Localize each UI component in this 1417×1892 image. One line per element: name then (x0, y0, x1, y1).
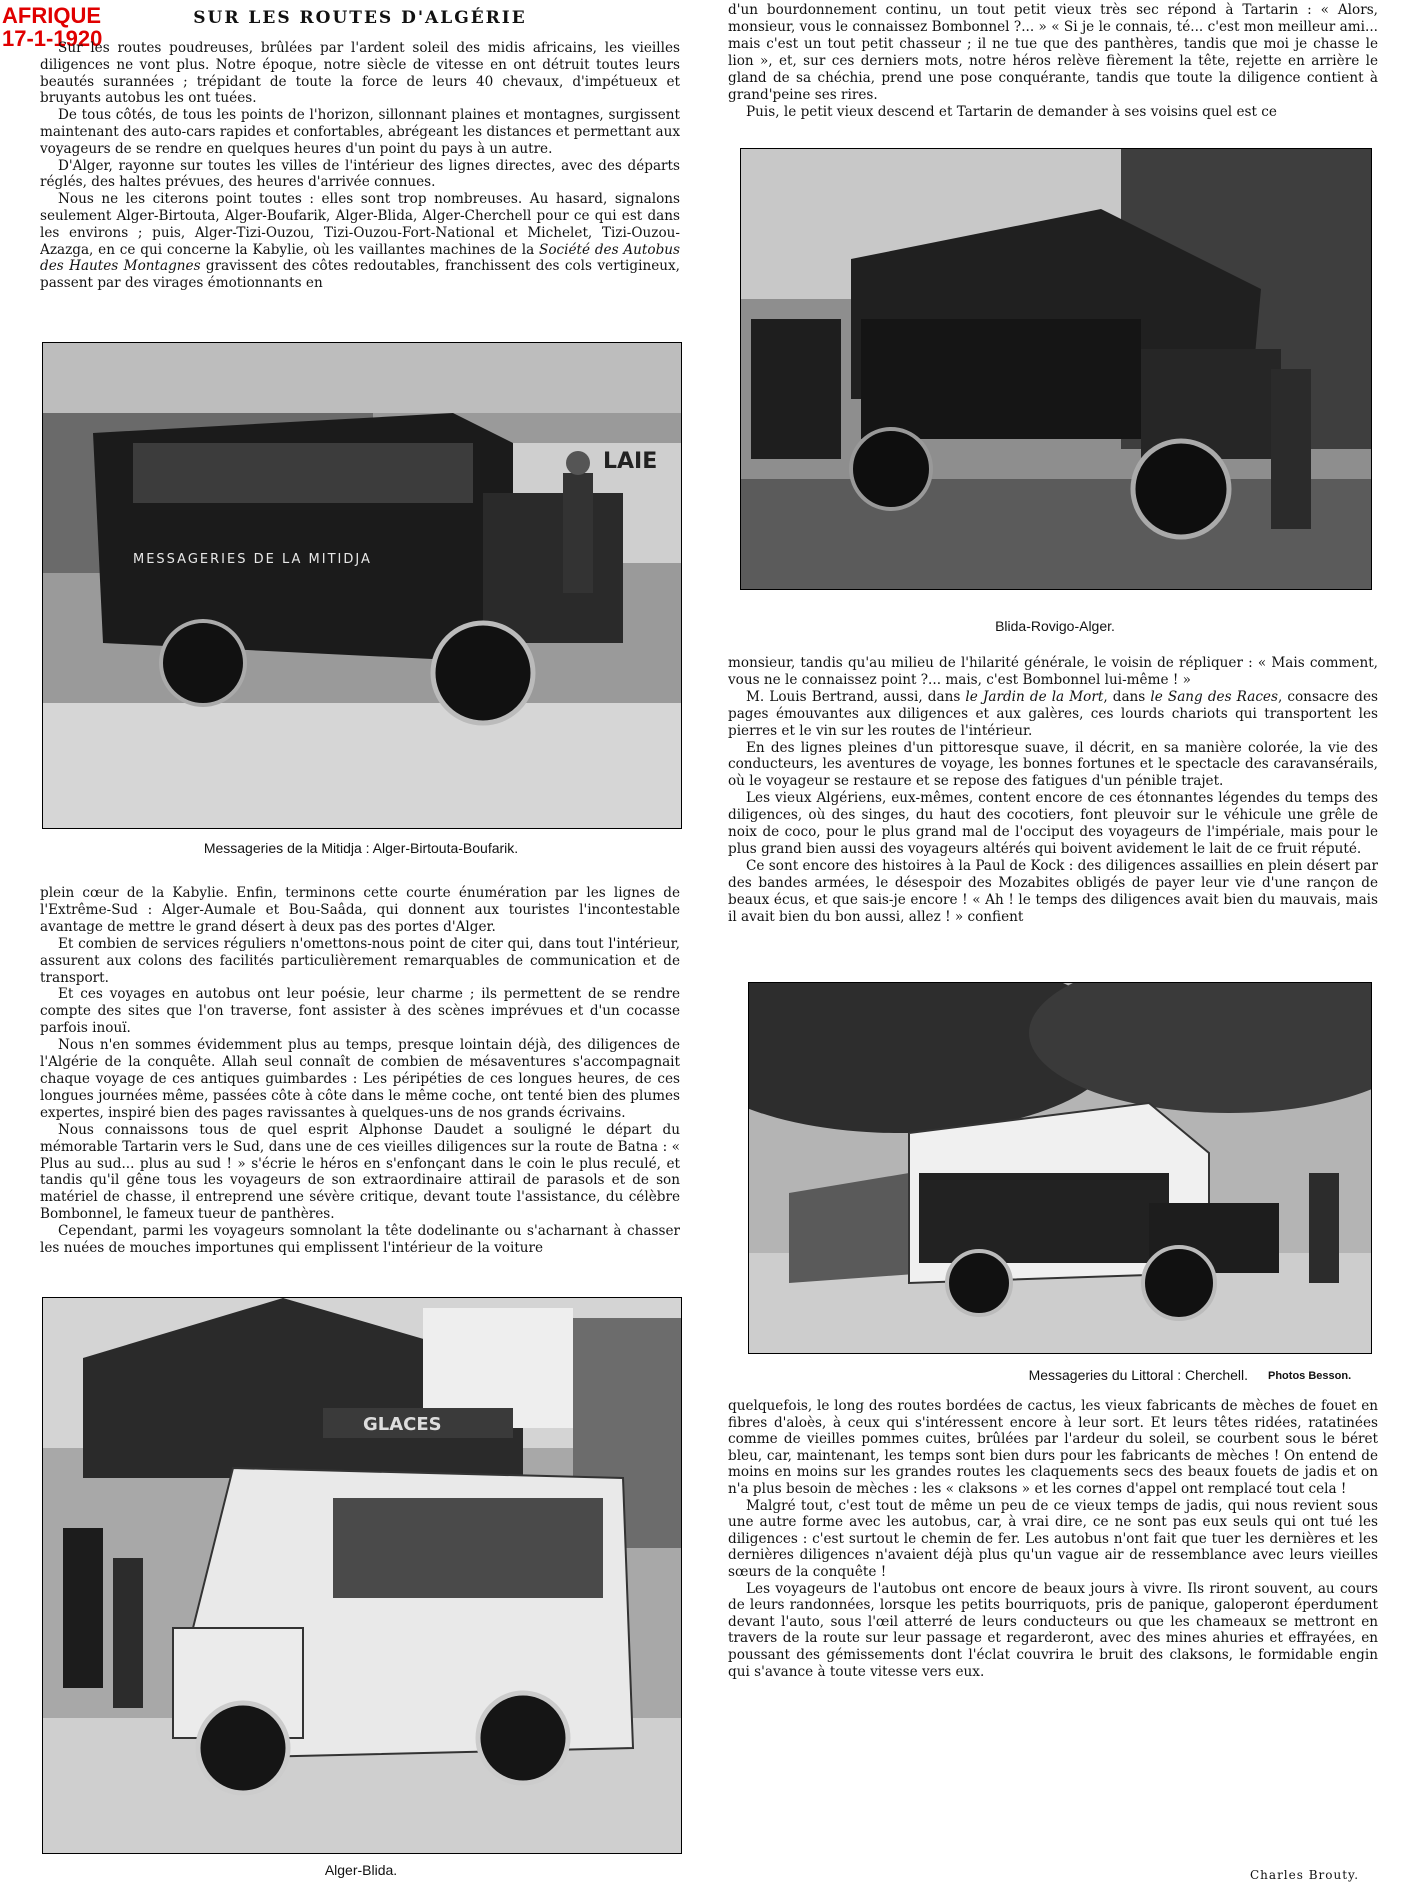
paragraph: Cependant, parmi les voyageurs somnolant la tête dodelinante ou s'acharnant à chasser les nuées de mouches importunes qui emplissent l'intérieur de la voiture (40, 1223, 680, 1257)
book-title: le Sang des Races (1150, 688, 1278, 705)
photo-blida-rovigo-truck (740, 148, 1372, 590)
archive-tag-source: AFRIQUE (2, 3, 101, 28)
text-column-1 (40, 40, 680, 324)
company-name: Société des Autobus des Hautes Montagnes (40, 241, 680, 275)
paragraph: d'un bourdonnement continu, un tout petit vieux très sec répond à Tartarin : « Alors, monsieur, vous le connaissez Bombonnel ?... » « Si je le connais, té... c'est mon meilleur ami... mais c'est un tout petit chasseur ; il ne tue que des panthères, tandis que moi je chasse le lion », et, sur ces derniers mots, notre héros relève fièrement la tête, rejette en arrière le gland de sa chéchia, prend une pose conquérante, tandis que toute la diligence contient à grand'peine ses rires. (728, 2, 1378, 103)
text-column-4 (728, 655, 1378, 955)
photo-cherchell-bus (748, 982, 1372, 1354)
paragraph: En des lignes pleines d'un pittoresque suave, il décrit, en sa manière colorée, la vie des conducteurs, les aventures de voyage, les bonnes fortunes et le spectacle des caravansérails, où le voyageur se restaure et se repose des fatigues d'un pénible trajet. (728, 739, 1378, 790)
text-column-3 (728, 2, 1378, 128)
paragraph: Nous ne les citerons point toutes : elles sont trop nombreuses. Au hasard, signalons seulement Alger-Birtouta, Alger-Boufarik, Alger-Blida, Alger-Cherchell pour ce qui est dans les environs ; puis, Alger-Tizi-Ouzou, Tizi-Ouzou-Fort-National et Michelet, Tizi-Ouzou-Azazga, en ce qui concerne la Kabylie, où les vaillantes machines de la Société des Autobus des Hautes Montagnes gravissent des côtes redoutables, franchissent des cols vertigineux, passent par des virages émotionnants en (40, 191, 680, 292)
photo-mitidja-bus (42, 342, 682, 829)
photo-alger-blida-bus (42, 1297, 682, 1854)
caption-photo-2: Alger-Blida. (324, 1862, 398, 1878)
caption-photo-3: Blida-Rovigo-Alger. (995, 618, 1115, 634)
paragraph: Nous n'en sommes évidemment plus au temps, presque lointain déjà, des diligences de l'Algérie de la conquête. Allah seul connaît de combien de mésaventures s'accompagnait chaque voyage de ces antiques guimbardes : Les péripéties de ces longues heures, de ces longues journées même, passées côte à côte dans le même coche, ont tenté bien des plumes expertes, inspiré bien des pages ravissantes à quelques-uns de nos grands écrivains. (40, 1037, 680, 1121)
paragraph: Nous connaissons tous de quel esprit Alphonse Daudet a souligné le départ du mémorable Tartarin vers le Sud, dans une de ces vieilles diligences sur la route de Batna : « Plus au sud... plus au sud ! » s'écrie le héros en s'enfonçant dans le coin le plus reculé, et tandis qu'il gêne tous les voyageurs de son extraordinaire attirail de parasols et de son matériel de chasse, il entreprend une sévère critique, devant toute l'assistance, du célèbre Bombonnel, le fameux tueur de panthères. (40, 1121, 680, 1223)
paragraph: Sur les routes poudreuses, brûlées par l'ardent soleil des midis africains, les vieilles diligences ne vont plus. Notre époque, notre siècle de vitesse en ont détruit toutes leurs beautés surannées ; trépidant de toute la force de leurs 40 chevaux, d'impétueux et bruyants autobus les ont tuées. (40, 40, 680, 107)
text-column-5 (728, 1398, 1378, 1850)
paragraph: plein cœur de la Kabylie. Enfin, terminons cette courte énumération par les lignes de l'Extrême-Sud : Alger-Aumale et Bou-Saâda, qui donnent aux touristes l'incontestable avantage de mettre le grand désert à deux pas des portes d'Alger. (40, 885, 680, 935)
paragraph: De tous côtés, de tous les points de l'horizon, sillonnant plaines et montagnes, surgissent maintenant des auto-cars rapides et confortables, abrégeant les distances et permettant aux voyageurs de se rendre en quelques heures d'un point du pays à un autre. (40, 107, 680, 157)
paragraph: M. Louis Bertrand, aussi, dans le Jardin de la Mort, dans le Sang des Races, consacre des pages émouvantes aux diligences et aux galères, ces lourds chariots qui transportent les pierres et le vin sur les routes de l'intérieur. (728, 688, 1378, 739)
paragraph: Ce sont encore des histoires à la Paul de Kock : des diligences assaillies en plein désert par des bandes armées, le désespoir des Mozabites obligés de payer leur vie d'une rançon de beaux écus, et que sais-je encore ! « Ah ! le temps des diligences avait bien du mauvais, mais il avait bien du bon aussi, allez ! » confient (728, 857, 1378, 925)
paragraph: monsieur, tandis qu'au milieu de l'hilarité générale, le voisin de répliquer : « Mais comment, vous ne le connaissez point ?... mais, c'est Bombonnel lui-même ! » (728, 655, 1378, 688)
paragraph: quelquefois, le long des routes bordées de cactus, les vieux fabricants de mèches de fouet en fibres d'aloès, à ceux qui s'intéressent encore à leur sort. Et leurs têtes ridées, ratatinées comme de vieilles pommes cuites, brûlées par l'ardeur du soleil, se courbent sous le béret bleu, car, maintenant, les temps sont bien durs pour les fabricants de mèches ! On entend de moins en moins sur les grandes routes les claquements secs des beaux fouets de jadis et on n'a plus besoin de mèches : les « claksons » et les cornes d'appel ont remplacé tout cela ! (728, 1398, 1378, 1497)
shop-sign-text: GLACES (363, 1414, 442, 1435)
caption-photo-4: Messageries du Littoral : Cherchell. (1028, 1367, 1248, 1383)
wall-sign-text: LAIE (603, 449, 658, 474)
paragraph: Puis, le petit vieux descend et Tartarin de demander à ses voisins quel est ce (746, 104, 1277, 120)
paragraph: Les vieux Algériens, eux-mêmes, content encore de ces étonnantes légendes du temps des diligences, où des singes, du haut des cocotiers, font pleuvoir sur le véhicule une grêle de noix de coco, pour le plus grand mal de l'occiput des voyageurs de l'impériale, mais pour le plus grand bien aussi des voyageurs altérés qui boivent avidement le lait de ce fruit réputé. (728, 790, 1378, 857)
paragraph: Et combien de services réguliers n'omettons-nous point de citer qui, dans tout l'intérieur, assurent aux colons des facilités particulièrement remarquables de communication et de transport. (40, 935, 680, 986)
photo-credit: Photos Besson. (1268, 1370, 1352, 1382)
text-column-2 (40, 885, 680, 1281)
paragraph: Et ces voyages en autobus ont leur poésie, leur charme ; ils permettent de se rendre compte des sites que l'on traverse, font assister à des scènes imprévues et d'un cocasse parfois inouï. (40, 986, 680, 1037)
book-title: le Jardin de la Mort (965, 688, 1104, 705)
paragraph: D'Alger, rayonne sur toutes les villes de l'intérieur des lignes directes, avec des départs réglés, des haltes prévues, des heures d'arrivée connues. (40, 157, 680, 191)
paragraph: Malgré tout, c'est tout de même un peu de ce vieux temps de jadis, qui nous revient sous une autre forme avec les autobus, car, à vrai dire, ce ne sont pas eux seuls qui ont tué les diligences : c'est surtout le chemin de fer. Les autobus n'ont fait que tuer les dernières et les dernières diligences n'avaient déjà plus qu'un vague air de ressemblance avec leurs vieilles sœurs de la conquête ! (728, 1497, 1378, 1580)
bus-side-sign: MESSAGERIES DE LA MITIDJA (133, 552, 372, 567)
archive-tag-date: 17-1-1920 (2, 26, 103, 51)
author-signature: Charles Brouty. (1250, 1868, 1360, 1882)
paragraph: Les voyageurs de l'autobus ont encore de beaux jours à vivre. Ils riront souvent, au cours de leurs randonnées, lorsque les petits bourriquots, pris de panique, galoperont éperdument devant l'auto, sous l'œil atterré de leurs conducteurs ou que les chameaux se mettront en travers de la route sur leur passage et regarderont, avec des mines ahuries et effrayées, en poussant des gémissements dont l'éclat couvrira le bruit des claksons, le formidable engin qui s'avance à toute vitesse vers eux. (728, 1580, 1378, 1680)
caption-photo-1: Messageries de la Mitidja : Alger-Birtouta-Boufarik. (203, 840, 519, 856)
article-title: SUR LES ROUTES D'ALGÉRIE (193, 8, 527, 28)
